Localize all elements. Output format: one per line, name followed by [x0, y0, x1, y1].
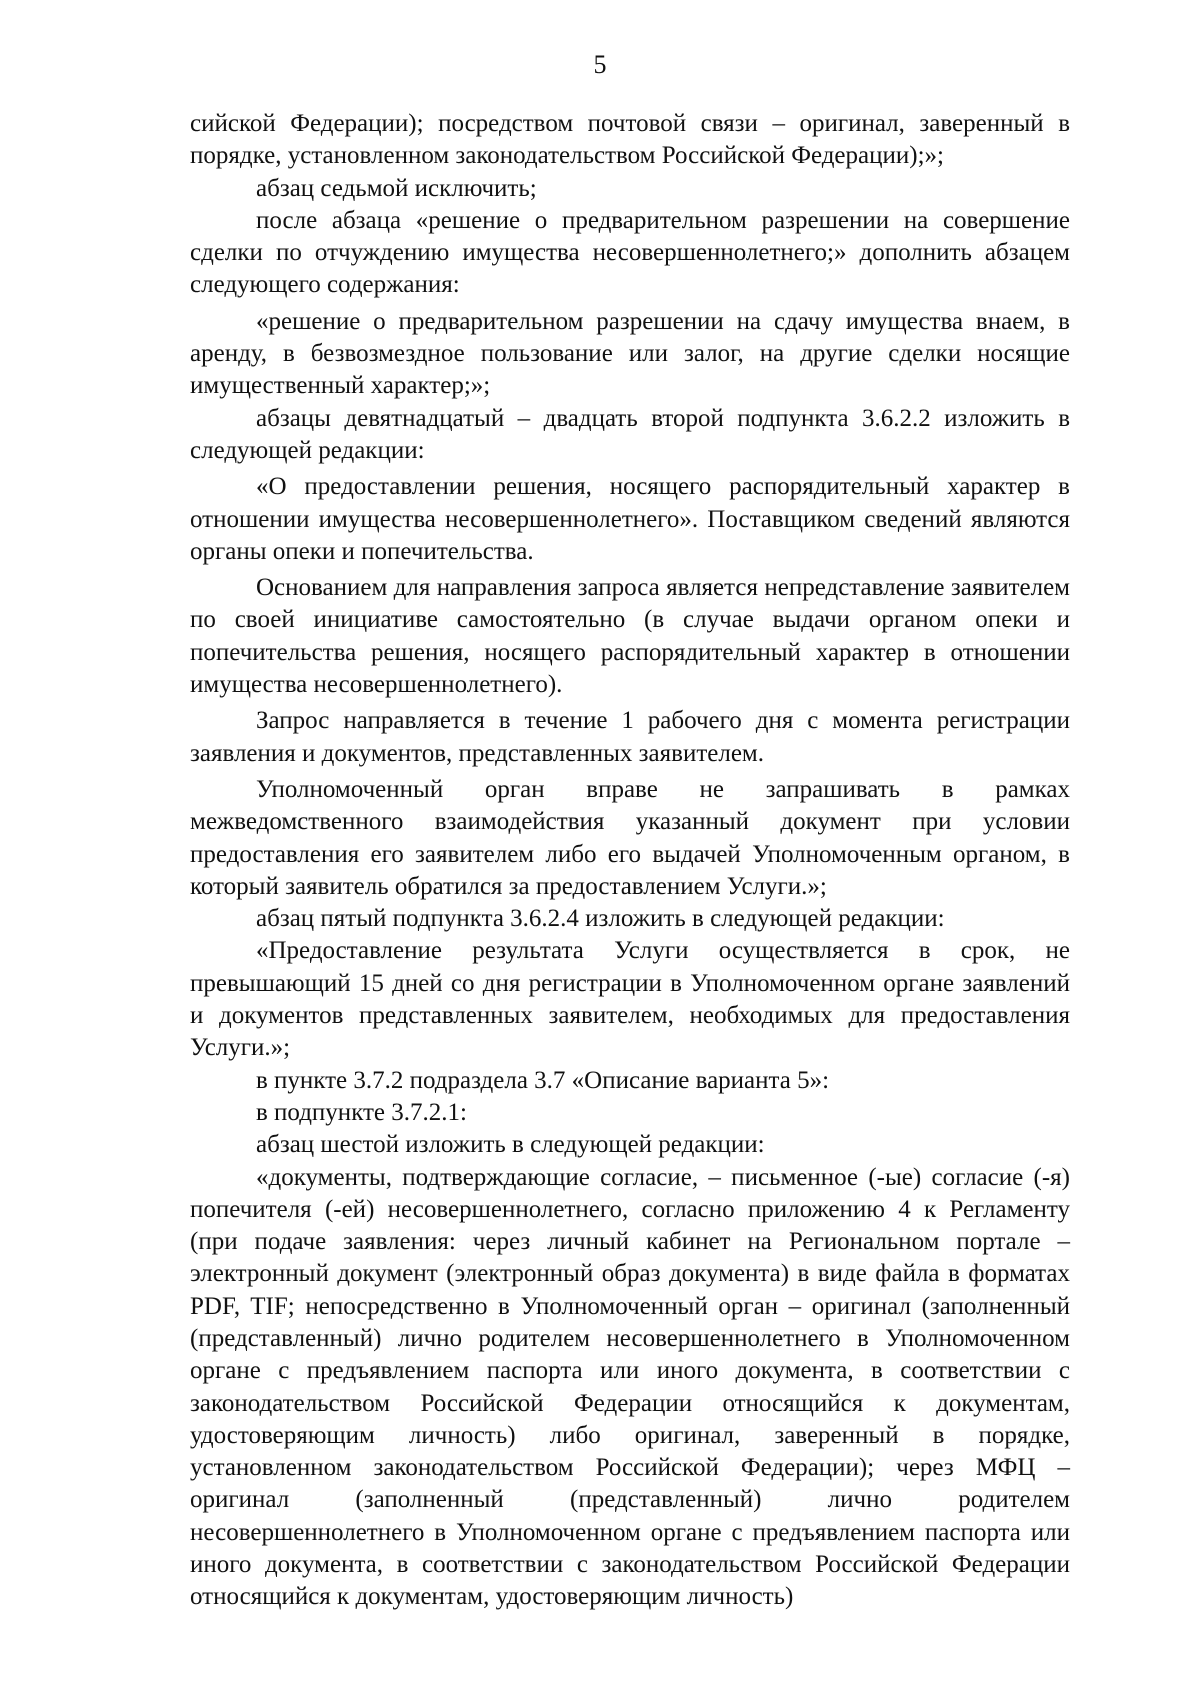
paragraph: «решение о предварительном разрешении на сдачу имущества внаем, в аренду, в безвозмездное пользование или залог, на другие сделки носящие имущественный характер;»;	[190, 307, 1070, 400]
document-body	[190, 108, 1070, 1614]
paragraph: абзацы девятнадцатый – двадцать второй подпункта 3.6.2.2 изложить в следующей редакции:	[190, 404, 1070, 464]
paragraph-continuation: сийской Федерации); посредством почтовой связи – оригинал, заверенный в порядке, установленном законодательством Российской Федерации);»;	[190, 110, 1070, 170]
paragraph: абзац седьмой исключить;	[256, 174, 537, 202]
paragraph: после абзаца «решение о предварительном разрешении на совершение сделки по отчуждению имущества несовершеннолетнего;» дополнить абзацем следующего содержания:	[190, 206, 1070, 299]
paragraph: абзац пятый подпункта 3.6.2.4 изложить в следующей редакции:	[256, 905, 945, 933]
page-number: 5	[593, 50, 607, 79]
paragraph: Уполномоченный орган вправе не запрашивать в рамках межведомственного взаимодействия указанный документ при условии предоставления его заявителем либо его выдачей Уполномоченным органом, в который заявитель обратился за предоставлением Услуги.»;	[190, 775, 1070, 900]
paragraph: абзац шестой изложить в следующей редакции:	[256, 1131, 765, 1159]
paragraph: в подпункте 3.7.2.1:	[256, 1098, 467, 1126]
paragraph: в пункте 3.7.2 подраздела 3.7 «Описание варианта 5»:	[256, 1066, 830, 1094]
paragraph: Запрос направляется в течение 1 рабочего дня с момента регистрации заявления и документов, представленных заявителем.	[190, 707, 1070, 767]
paragraph: «документы, подтверждающие согласие, – письменное (-ые) согласие (-я) попечителя (-ей) несовершеннолетнего, согласно приложению 4 к Регламенту (при подаче заявления: через личный кабинет на Региональном портале – электронный документ (электронный образ документа) в виде файла в форматах PDF, TIF; непосредственно в Уполномоченный орган – оригинал (заполненный (представленный) лично родителем несовершеннолетнего в Уполномоченном органе с предъявлением паспорта или иного документа, в соответствии с законодательством Российской Федерации относящийся к документам, удостоверяющим личность) либо оригинал, заверенный в порядке, установленном законодательством Российской Федерации); через МФЦ – оригинал (заполненный (представленный) лично родителем несовершеннолетнего в Уполномоченном органе с предъявлением паспорта или иного документа, в соответствии с законодательством Российской Федерации относящийся к документам, удостоверяющим личность)	[190, 1163, 1070, 1611]
paragraph: Основанием для направления запроса является непредставление заявителем по своей инициативе самостоятельно (в случае выдачи органом опеки и попечительства решения, носящего распорядительный характер в отношении имущества несовершеннолетнего).	[190, 574, 1070, 699]
paragraph: «О предоставлении решения, носящего распорядительный характер в отношении имущества несовершеннолетнего». Поставщиком сведений являются органы опеки и попечительства.	[190, 473, 1070, 565]
paragraph: «Предоставление результата Услуги осуществляется в срок, не превышающий 15 дней со дня регистрации в Уполномоченном органе заявлений и документов представленных заявителем, необходимых для предоставления Услуги.»;	[190, 937, 1070, 1062]
